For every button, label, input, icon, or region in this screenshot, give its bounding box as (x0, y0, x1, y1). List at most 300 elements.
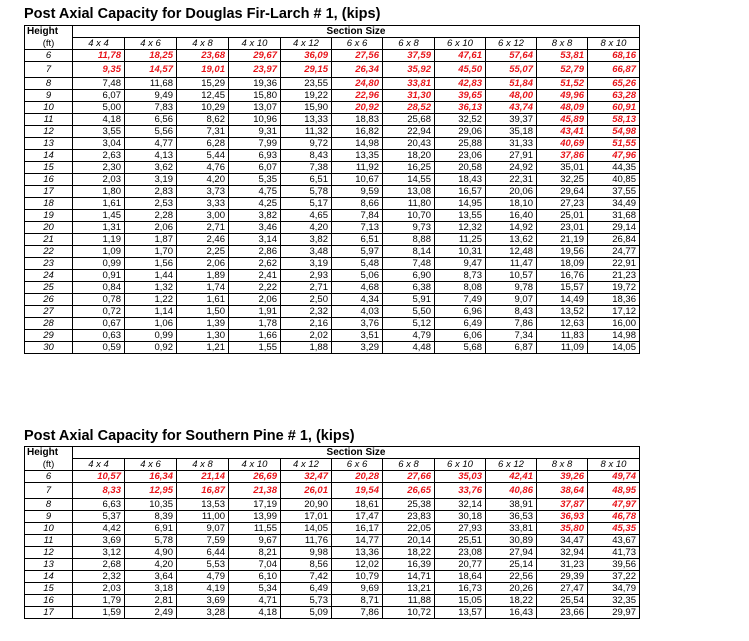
capacity-cell: 21,38 (229, 483, 281, 499)
capacity-cell: 3,04 (73, 137, 125, 149)
capacity-cell: 1,30 (177, 329, 229, 341)
capacity-cell: 6,38 (383, 281, 435, 293)
capacity-cell: 2,93 (281, 269, 332, 281)
capacity-cell: 47,61 (435, 50, 486, 62)
capacity-cell: 6,51 (281, 173, 332, 185)
capacity-cell: 2,02 (281, 329, 332, 341)
section-size-cell: 6 x 6 (332, 459, 383, 471)
capacity-cell: 25,14 (486, 558, 537, 570)
height-header: Height (25, 447, 73, 459)
capacity-cell: 6,91 (125, 522, 177, 534)
capacity-cell: 58,13 (588, 113, 640, 125)
capacity-cell: 4,48 (383, 341, 435, 353)
capacity-cell: 9,69 (332, 582, 383, 594)
table-row (25, 185, 640, 197)
capacity-cell: 19,22 (281, 89, 332, 101)
capacity-cell: 49,74 (588, 471, 640, 483)
capacity-cell: 21,14 (177, 471, 229, 483)
capacity-cell: 3,33 (177, 197, 229, 209)
capacity-cell: 27,23 (537, 197, 588, 209)
header-row (25, 447, 640, 459)
capacity-cell: 5,17 (281, 197, 332, 209)
capacity-cell: 7,48 (383, 257, 435, 269)
capacity-cell: 1,74 (177, 281, 229, 293)
capacity-cell: 3,51 (332, 329, 383, 341)
capacity-cell: 48,95 (588, 483, 640, 499)
section-size-header: Section Size (73, 447, 640, 459)
capacity-cell: 15,57 (537, 281, 588, 293)
capacity-cell: 18,36 (588, 293, 640, 305)
capacity-cell: 4,75 (229, 185, 281, 197)
capacity-cell: 1,66 (229, 329, 281, 341)
capacity-cell: 5,00 (73, 101, 125, 113)
height-unit-label: (ft) (25, 38, 73, 50)
capacity-cell: 1,45 (73, 209, 125, 221)
capacity-cell: 11,76 (281, 534, 332, 546)
capacity-cell: 40,85 (588, 173, 640, 185)
capacity-cell: 23,68 (177, 50, 229, 62)
capacity-cell: 5,35 (229, 173, 281, 185)
capacity-cell: 21,23 (588, 269, 640, 281)
capacity-cell: 39,56 (588, 558, 640, 570)
capacity-cell: 14,55 (383, 173, 435, 185)
capacity-cell: 22,31 (486, 173, 537, 185)
capacity-cell: 1,44 (125, 269, 177, 281)
capacity-cell: 6,07 (73, 89, 125, 101)
capacity-cell: 19,36 (229, 77, 281, 89)
capacity-cell: 18,09 (537, 257, 588, 269)
capacity-cell: 39,65 (435, 89, 486, 101)
section-size-cell: 4 x 12 (281, 38, 332, 50)
capacity-cell: 3,14 (229, 233, 281, 245)
capacity-cell: 29,67 (229, 50, 281, 62)
capacity-cell: 14,71 (383, 570, 435, 582)
capacity-cell: 3,28 (177, 606, 229, 618)
capacity-cell: 8,88 (383, 233, 435, 245)
capacity-cell: 6,87 (486, 341, 537, 353)
capacity-cell: 7,59 (177, 534, 229, 546)
capacity-cell: 40,69 (537, 137, 588, 149)
capacity-cell: 68,16 (588, 50, 640, 62)
capacity-cell: 5,34 (229, 582, 281, 594)
table-row (25, 546, 640, 558)
capacity-cell: 43,41 (537, 125, 588, 137)
height-cell: 24 (25, 269, 73, 281)
capacity-cell: 13,36 (332, 546, 383, 558)
height-cell: 13 (25, 137, 73, 149)
header-row (25, 26, 640, 38)
capacity-cell: 5,37 (73, 510, 125, 522)
height-cell: 16 (25, 173, 73, 185)
capacity-cell: 18,22 (486, 594, 537, 606)
capacity-cell: 10,96 (229, 113, 281, 125)
capacity-cell: 2,06 (125, 221, 177, 233)
capacity-cell: 7,42 (281, 570, 332, 582)
table-row (25, 161, 640, 173)
section-size-cell: 6 x 8 (383, 38, 435, 50)
capacity-cell: 1,56 (125, 257, 177, 269)
capacity-cell: 10,70 (383, 209, 435, 221)
capacity-cell: 16,00 (588, 317, 640, 329)
capacity-cell: 4,65 (281, 209, 332, 221)
capacity-cell: 23,01 (537, 221, 588, 233)
capacity-cell: 4,90 (125, 546, 177, 558)
capacity-cell: 3,69 (177, 594, 229, 606)
capacity-cell: 7,86 (332, 606, 383, 618)
capacity-cell: 2,06 (229, 293, 281, 305)
capacity-cell: 11,78 (73, 50, 125, 62)
table-row (25, 209, 640, 221)
height-cell: 27 (25, 305, 73, 317)
capacity-cell: 16,73 (435, 582, 486, 594)
capacity-cell: 37,87 (537, 498, 588, 510)
capacity-cell: 3,19 (281, 257, 332, 269)
capacity-cell: 4,25 (229, 197, 281, 209)
capacity-cell: 9,73 (383, 221, 435, 233)
capacity-cell: 5,68 (435, 341, 486, 353)
table-row (25, 221, 640, 233)
capacity-cell: 16,76 (537, 269, 588, 281)
capacity-cell: 52,79 (537, 62, 588, 78)
capacity-cell: 17,01 (281, 510, 332, 522)
douglas-fir-capacity-table (24, 25, 640, 354)
capacity-cell: 6,63 (73, 498, 125, 510)
capacity-cell: 34,47 (537, 534, 588, 546)
capacity-cell: 8,33 (73, 483, 125, 499)
height-cell: 23 (25, 257, 73, 269)
capacity-cell: 1,70 (125, 245, 177, 257)
capacity-cell: 13,07 (229, 101, 281, 113)
capacity-cell: 18,61 (332, 498, 383, 510)
capacity-cell: 18,83 (332, 113, 383, 125)
section-size-cell: 4 x 10 (229, 38, 281, 50)
capacity-cell: 32,52 (435, 113, 486, 125)
capacity-cell: 27,47 (537, 582, 588, 594)
height-cell: 29 (25, 329, 73, 341)
capacity-cell: 41,73 (588, 546, 640, 558)
capacity-cell: 29,39 (537, 570, 588, 582)
capacity-cell: 9,47 (435, 257, 486, 269)
capacity-cell: 26,84 (588, 233, 640, 245)
size-row (25, 38, 640, 50)
capacity-cell: 16,40 (486, 209, 537, 221)
capacity-cell: 1,32 (125, 281, 177, 293)
capacity-cell: 1,21 (177, 341, 229, 353)
capacity-cell: 5,73 (281, 594, 332, 606)
capacity-cell: 10,72 (383, 606, 435, 618)
capacity-cell: 26,34 (332, 62, 383, 78)
capacity-cell: 13,53 (177, 498, 229, 510)
capacity-cell: 5,97 (332, 245, 383, 257)
capacity-cell: 14,77 (332, 534, 383, 546)
capacity-cell: 8,21 (229, 546, 281, 558)
capacity-cell: 15,05 (435, 594, 486, 606)
capacity-cell: 1,09 (73, 245, 125, 257)
capacity-cell: 14,57 (125, 62, 177, 78)
capacity-cell: 12,48 (486, 245, 537, 257)
capacity-cell: 47,96 (588, 149, 640, 161)
capacity-cell: 8,71 (332, 594, 383, 606)
capacity-cell: 16,25 (383, 161, 435, 173)
capacity-cell: 2,06 (177, 257, 229, 269)
capacity-cell: 1,87 (125, 233, 177, 245)
height-cell: 19 (25, 209, 73, 221)
capacity-cell: 26,01 (281, 483, 332, 499)
capacity-cell: 2,41 (229, 269, 281, 281)
capacity-cell: 9,59 (332, 185, 383, 197)
height-cell: 20 (25, 221, 73, 233)
southern-pine-capacity-table (24, 446, 640, 619)
capacity-cell: 13,55 (435, 209, 486, 221)
capacity-cell: 37,55 (588, 185, 640, 197)
capacity-cell: 3,64 (125, 570, 177, 582)
table-row (25, 101, 640, 113)
capacity-cell: 9,72 (281, 137, 332, 149)
capacity-cell: 25,51 (435, 534, 486, 546)
section-size-cell: 4 x 4 (73, 459, 125, 471)
capacity-cell: 31,68 (588, 209, 640, 221)
capacity-cell: 2,71 (281, 281, 332, 293)
capacity-cell: 23,08 (435, 546, 486, 558)
capacity-cell: 1,89 (177, 269, 229, 281)
capacity-cell: 9,07 (177, 522, 229, 534)
capacity-cell: 27,93 (435, 522, 486, 534)
table-row (25, 233, 640, 245)
height-cell: 17 (25, 185, 73, 197)
capacity-cell: 5,48 (332, 257, 383, 269)
capacity-cell: 4,18 (229, 606, 281, 618)
section-size-cell: 4 x 6 (125, 459, 177, 471)
capacity-cell: 51,55 (588, 137, 640, 149)
capacity-cell: 32,47 (281, 471, 332, 483)
capacity-cell: 4,20 (177, 173, 229, 185)
capacity-cell: 7,49 (435, 293, 486, 305)
table-row (25, 50, 640, 62)
capacity-cell: 13,21 (383, 582, 435, 594)
capacity-cell: 18,22 (383, 546, 435, 558)
capacity-cell: 37,22 (588, 570, 640, 582)
capacity-cell: 20,58 (435, 161, 486, 173)
capacity-cell: 4,77 (125, 137, 177, 149)
capacity-cell: 1,61 (177, 293, 229, 305)
capacity-cell: 13,62 (486, 233, 537, 245)
capacity-cell: 8,39 (125, 510, 177, 522)
capacity-cell: 8,14 (383, 245, 435, 257)
capacity-cell: 10,29 (177, 101, 229, 113)
height-cell: 16 (25, 594, 73, 606)
capacity-cell: 1,88 (281, 341, 332, 353)
capacity-cell: 8,62 (177, 113, 229, 125)
capacity-cell: 12,95 (125, 483, 177, 499)
capacity-cell: 15,29 (177, 77, 229, 89)
capacity-cell: 1,59 (73, 606, 125, 618)
height-cell: 22 (25, 245, 73, 257)
table-row (25, 197, 640, 209)
capacity-cell: 12,45 (177, 89, 229, 101)
height-cell: 21 (25, 233, 73, 245)
capacity-cell: 2,03 (73, 582, 125, 594)
capacity-cell: 0,99 (125, 329, 177, 341)
capacity-cell: 20,92 (332, 101, 383, 113)
table-row (25, 341, 640, 353)
capacity-cell: 30,18 (435, 510, 486, 522)
capacity-cell: 6,90 (383, 269, 435, 281)
capacity-cell: 23,55 (281, 77, 332, 89)
capacity-cell: 1,19 (73, 233, 125, 245)
capacity-cell: 36,09 (281, 50, 332, 62)
capacity-cell: 14,92 (486, 221, 537, 233)
capacity-cell: 35,80 (537, 522, 588, 534)
capacity-cell: 5,53 (177, 558, 229, 570)
capacity-cell: 24,92 (486, 161, 537, 173)
section-size-cell: 4 x 6 (125, 38, 177, 50)
capacity-cell: 33,81 (383, 77, 435, 89)
height-unit-label: (ft) (25, 459, 73, 471)
section-size-cell: 4 x 12 (281, 459, 332, 471)
capacity-cell: 11,09 (537, 341, 588, 353)
capacity-cell: 2,49 (125, 606, 177, 618)
capacity-cell: 16,57 (435, 185, 486, 197)
capacity-cell: 4,79 (177, 570, 229, 582)
size-row (25, 459, 640, 471)
capacity-cell: 37,86 (537, 149, 588, 161)
capacity-cell: 6,96 (435, 305, 486, 317)
capacity-cell: 18,10 (486, 197, 537, 209)
table-row (25, 62, 640, 78)
capacity-cell: 18,20 (383, 149, 435, 161)
capacity-cell: 8,43 (486, 305, 537, 317)
section-size-cell: 6 x 8 (383, 459, 435, 471)
capacity-cell: 10,57 (486, 269, 537, 281)
capacity-cell: 3,46 (229, 221, 281, 233)
capacity-cell: 1,91 (229, 305, 281, 317)
capacity-cell: 3,69 (73, 534, 125, 546)
capacity-cell: 31,30 (383, 89, 435, 101)
capacity-cell: 3,48 (281, 245, 332, 257)
table-row (25, 281, 640, 293)
capacity-cell: 4,76 (177, 161, 229, 173)
capacity-cell: 26,65 (383, 483, 435, 499)
table-row (25, 89, 640, 101)
capacity-cell: 7,83 (125, 101, 177, 113)
capacity-cell: 10,31 (435, 245, 486, 257)
capacity-cell: 28,52 (383, 101, 435, 113)
capacity-cell: 11,92 (332, 161, 383, 173)
section-size-header: Section Size (73, 26, 640, 38)
capacity-cell: 36,93 (537, 510, 588, 522)
table-row (25, 570, 640, 582)
capacity-cell: 2,63 (73, 149, 125, 161)
capacity-cell: 55,07 (486, 62, 537, 78)
capacity-cell: 6,93 (229, 149, 281, 161)
height-cell: 9 (25, 510, 73, 522)
capacity-cell: 0,99 (73, 257, 125, 269)
capacity-cell: 18,25 (125, 50, 177, 62)
capacity-cell: 6,56 (125, 113, 177, 125)
capacity-cell: 29,06 (435, 125, 486, 137)
capacity-cell: 7,31 (177, 125, 229, 137)
capacity-cell: 6,49 (435, 317, 486, 329)
capacity-cell: 20,26 (486, 582, 537, 594)
capacity-cell: 32,94 (537, 546, 588, 558)
capacity-cell: 23,66 (537, 606, 588, 618)
capacity-cell: 0,84 (73, 281, 125, 293)
capacity-cell: 6,06 (435, 329, 486, 341)
capacity-cell: 2,83 (125, 185, 177, 197)
capacity-cell: 11,80 (383, 197, 435, 209)
capacity-cell: 39,37 (486, 113, 537, 125)
height-cell: 11 (25, 113, 73, 125)
capacity-cell: 5,09 (281, 606, 332, 618)
capacity-cell: 27,94 (486, 546, 537, 558)
capacity-cell: 66,87 (588, 62, 640, 78)
section-size-cell: 8 x 10 (588, 38, 640, 50)
capacity-cell: 11,83 (537, 329, 588, 341)
capacity-cell: 23,83 (383, 510, 435, 522)
capacity-cell: 14,05 (281, 522, 332, 534)
capacity-cell: 43,74 (486, 101, 537, 113)
capacity-cell: 8,08 (435, 281, 486, 293)
table-row (25, 329, 640, 341)
capacity-cell: 3,12 (73, 546, 125, 558)
capacity-cell: 4,13 (125, 149, 177, 161)
height-cell: 8 (25, 77, 73, 89)
table-row (25, 483, 640, 499)
capacity-cell: 24,77 (588, 245, 640, 257)
capacity-cell: 0,78 (73, 293, 125, 305)
capacity-cell: 32,14 (435, 498, 486, 510)
table-row (25, 257, 640, 269)
capacity-cell: 17,12 (588, 305, 640, 317)
capacity-cell: 25,38 (383, 498, 435, 510)
table-row (25, 606, 640, 618)
capacity-cell: 4,18 (73, 113, 125, 125)
capacity-cell: 25,88 (435, 137, 486, 149)
capacity-cell: 2,62 (229, 257, 281, 269)
capacity-cell: 29,97 (588, 606, 640, 618)
capacity-cell: 3,82 (281, 233, 332, 245)
capacity-cell: 35,92 (383, 62, 435, 78)
section-size-cell: 4 x 4 (73, 38, 125, 50)
capacity-cell: 49,96 (537, 89, 588, 101)
capacity-cell: 14,98 (588, 329, 640, 341)
height-cell: 30 (25, 341, 73, 353)
capacity-cell: 31,33 (486, 137, 537, 149)
capacity-cell: 22,91 (588, 257, 640, 269)
capacity-cell: 48,09 (537, 101, 588, 113)
capacity-cell: 6,51 (332, 233, 383, 245)
capacity-cell: 42,41 (486, 471, 537, 483)
capacity-cell: 48,00 (486, 89, 537, 101)
capacity-cell: 4,34 (332, 293, 383, 305)
capacity-cell: 6,07 (229, 161, 281, 173)
capacity-cell: 27,66 (383, 471, 435, 483)
height-cell: 15 (25, 161, 73, 173)
capacity-cell: 23,97 (229, 62, 281, 78)
capacity-cell: 36,53 (486, 510, 537, 522)
capacity-cell: 7,84 (332, 209, 383, 221)
capacity-cell: 9,35 (73, 62, 125, 78)
capacity-cell: 38,91 (486, 498, 537, 510)
height-cell: 11 (25, 534, 73, 546)
capacity-cell: 30,89 (486, 534, 537, 546)
capacity-cell: 15,80 (229, 89, 281, 101)
table2-title: Post Axial Capacity for Southern Pine # 1, (kips) (24, 428, 355, 444)
capacity-cell: 16,17 (332, 522, 383, 534)
capacity-cell: 34,49 (588, 197, 640, 209)
capacity-cell: 40,86 (486, 483, 537, 499)
capacity-cell: 51,52 (537, 77, 588, 89)
